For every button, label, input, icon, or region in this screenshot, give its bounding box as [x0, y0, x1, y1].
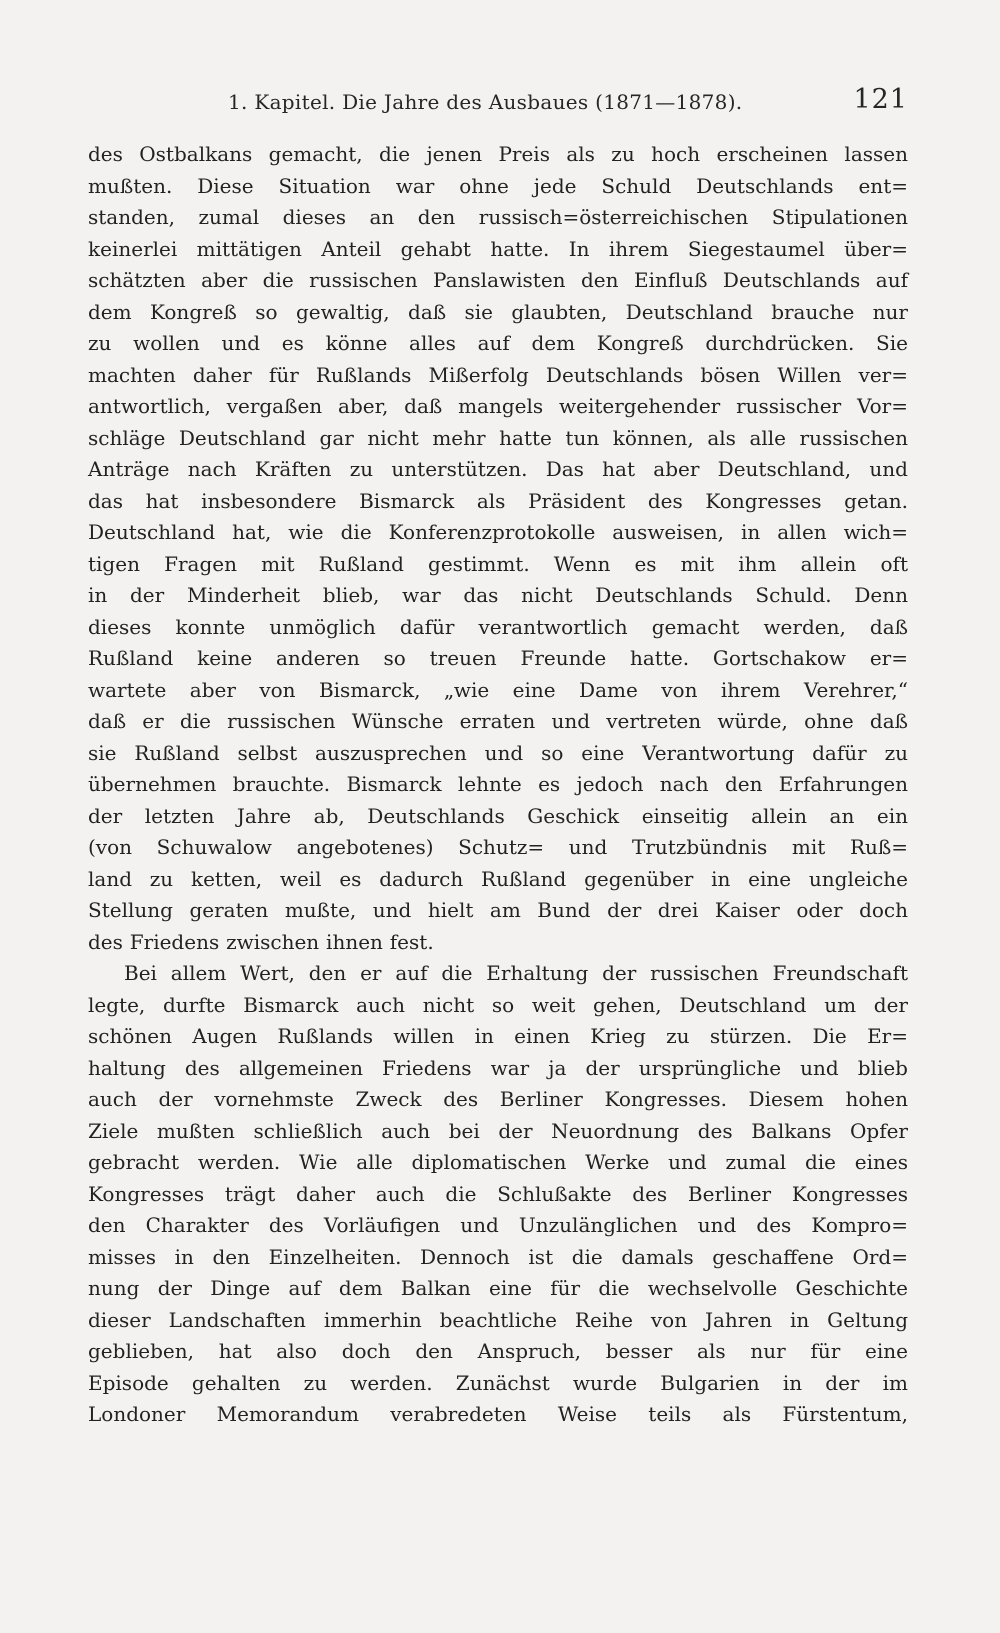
text-line: dieser Landschaften immerhin beachtliche Reihe von Jahren in Geltung [88, 1307, 908, 1332]
text-line: der letzten Jahre ab, Deutschlands Geschick einseitig allein an ein [88, 803, 908, 828]
page-number: 121 [853, 84, 908, 115]
text-line: schläge Deutschland gar nicht mehr hatte tun können, als alle russischen [88, 425, 908, 450]
text-line: Rußland keine anderen so treuen Freunde hatte. Gortschakow er= [88, 646, 908, 670]
text-line: misses in den Einzelheiten. Dennoch ist die damals geschaffene Ord= [88, 1244, 908, 1269]
text-line: geblieben, hat also doch den Anspruch, besser als nur für eine [88, 1339, 908, 1363]
text-line: Ziele mußten schließlich auch bei der Neuordnung des Balkans Opfer [88, 1118, 908, 1143]
text-line: (von Schuwalow angebotenes) Schutz= und Trutzbündnis mit Ruß= [88, 835, 908, 859]
text-line: des Ostbalkans gemacht, die jenen Preis als zu hoch erscheinen lassen [88, 142, 908, 166]
running-head: 1. Kapitel. Die Jahre des Ausbaues (1871—1878). [228, 90, 743, 114]
paragraph-start-line: Bei allem Wert, den er auf die Erhaltung der russischen Freundschaft [124, 961, 908, 985]
text-line: keinerlei mittätigen Anteil gehabt hatte. In ihrem Siegestaumel über= [88, 236, 908, 261]
text-line: Stellung geraten mußte, und hielt am Bund der drei Kaiser oder doch [88, 898, 908, 922]
text-line: Episode gehalten zu werden. Zunächst wurde Bulgarien in der im [88, 1370, 908, 1395]
text-line: schätzten aber die russischen Panslawisten den Einfluß Deutschlands auf [88, 268, 908, 292]
text-line: daß er die russischen Wünsche erraten und vertreten würde, ohne daß [88, 709, 908, 733]
text-line: wartete aber von Bismarck, „wie eine Dame von ihrem Verehrer,“ [88, 677, 908, 702]
text-line: schönen Augen Rußlands willen in einen Krieg zu stürzen. Die Er= [88, 1024, 908, 1048]
text-line: Anträge nach Kräften zu unterstützen. Das hat aber Deutschland, und [88, 457, 908, 481]
text-line: Deutschland hat, wie die Konferenzprotokolle ausweisen, in allen wich= [88, 520, 908, 544]
text-line: Kongresses trägt daher auch die Schlußakte des Berliner Kongresses [88, 1181, 908, 1206]
text-line: land zu ketten, weil es dadurch Rußland gegenüber in eine ungleiche [88, 866, 908, 891]
text-line: sie Rußland selbst auszusprechen und so eine Verantwortung dafür zu [88, 740, 908, 765]
text-line: tigen Fragen mit Rußland gestimmt. Wenn es mit ihm allein oft [88, 551, 908, 576]
text-line: zu wollen und es könne alles auf dem Kongreß durchdrücken. Sie [88, 331, 908, 355]
text-line: übernehmen brauchte. Bismarck lehnte es jedoch nach den Erfahrungen [88, 772, 908, 796]
text-line: den Charakter des Vorläufigen und Unzulänglichen und des Kompro= [88, 1213, 908, 1237]
paragraph-end-line: des Friedens zwischen ihnen fest. [88, 929, 434, 954]
text-line: gebracht werden. Wie alle diplomatischen Werke und zumal die eines [88, 1150, 908, 1174]
text-line: auch der vornehmste Zweck des Berliner Kongresses. Diesem hohen [88, 1087, 908, 1111]
text-line: standen, zumal dieses an den russisch=österreichischen Stipulationen [88, 205, 908, 229]
text-line: das hat insbesondere Bismarck als Präsident des Kongresses getan. [88, 488, 908, 513]
body-text [88, 139, 908, 1431]
text-line: legte, durfte Bismarck auch nicht so weit gehen, Deutschland um der [88, 992, 908, 1017]
text-line: dem Kongreß so gewaltig, daß sie glaubten, Deutschland brauche nur [88, 299, 908, 324]
page-header [88, 84, 908, 124]
text-line: machten daher für Rußlands Mißerfolg Deutschlands bösen Willen ver= [88, 362, 908, 387]
text-line: Londoner Memorandum verabredeten Weise teils als Fürstentum, [88, 1402, 908, 1426]
text-line: nung der Dinge auf dem Balkan eine für die wechselvolle Geschichte [88, 1276, 908, 1300]
text-line: in der Minderheit blieb, war das nicht Deutschlands Schuld. Denn [88, 583, 908, 607]
text-line: dieses konnte unmöglich dafür verantwortlich gemacht werden, daß [88, 614, 908, 639]
text-line: mußten. Diese Situation war ohne jede Schuld Deutschlands ent= [88, 173, 908, 198]
text-line: haltung des allgemeinen Friedens war ja der ursprüngliche und blieb [88, 1055, 908, 1080]
text-line: antwortlich, vergaßen aber, daß mangels weitergehender russischer Vor= [88, 394, 908, 418]
